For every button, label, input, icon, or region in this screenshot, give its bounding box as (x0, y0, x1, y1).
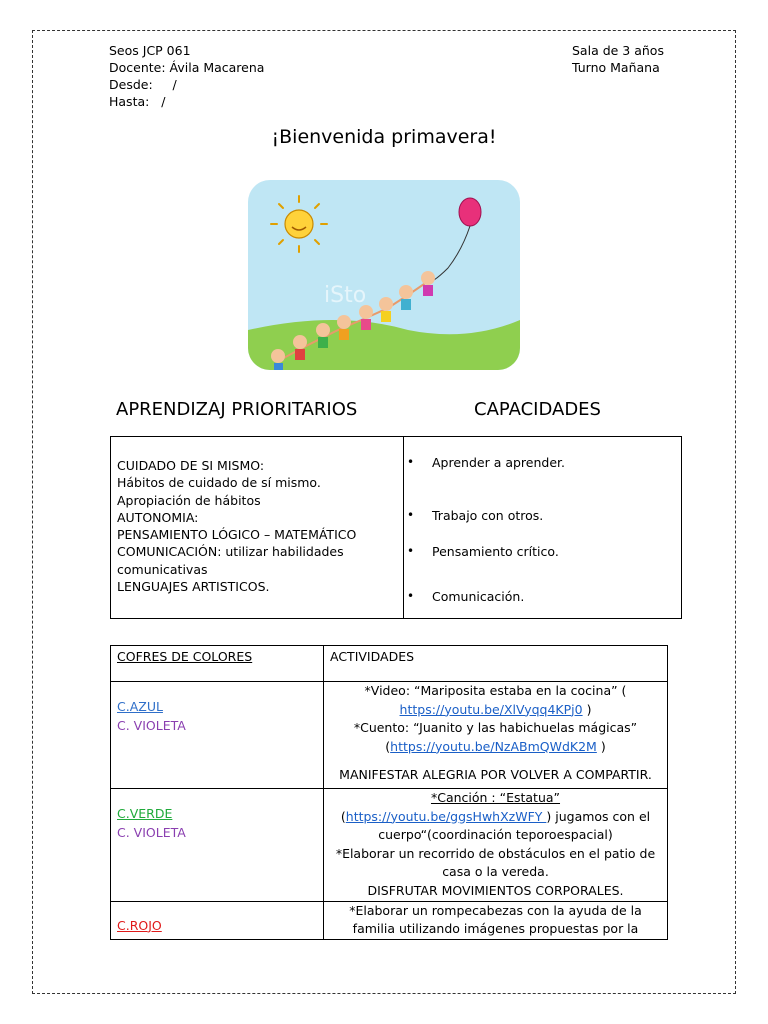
room-label: Sala de 3 años (572, 43, 664, 58)
capacity-item (407, 589, 525, 604)
page-title: ¡Bienvenida primavera! (271, 126, 497, 148)
priorities-heading: APRENDIZAJ PRIORITARIOS (116, 399, 358, 420)
colors-cell (111, 789, 324, 902)
capacity-label: Pensamiento crítico. (432, 544, 559, 559)
capacity-label: Comunicación. (432, 589, 525, 604)
activity-line (328, 682, 663, 701)
table-row (111, 789, 668, 902)
capacities-heading: CAPACIDADES (474, 399, 601, 420)
bullet-icon: • (407, 589, 415, 603)
youtube-link[interactable]: https://youtu.be/XlVyqq4KPj0 (399, 701, 583, 717)
column-header-cofres: COFRES DE COLORES (117, 649, 253, 664)
activity-line: cuerpo“(coordinación teporoespacial) (378, 827, 613, 843)
priority-item: CUIDADO DE SI MISMO: (117, 458, 265, 473)
priority-item: Hábitos de cuidado de sí mismo. (117, 475, 321, 491)
activities-cell (324, 682, 668, 789)
table-row (111, 682, 668, 789)
priority-item: PENSAMIENTO LÓGICO – MATEMÁTICO (117, 527, 357, 543)
activity-line: *Cuento: “Juanito y las habichuelas mágicas” (353, 720, 638, 736)
activities-cell (324, 789, 668, 902)
header-cell (324, 646, 668, 682)
bullet-icon: • (407, 544, 415, 558)
teacher-line: Docente: Ávila Macarena (109, 60, 265, 75)
activity-line (328, 808, 663, 827)
activity-line (328, 738, 663, 757)
priority-item: COMUNICACIÓN: utilizar habilidades comunicativas (117, 544, 344, 577)
color-verde-link[interactable]: C.VERDE (117, 806, 173, 821)
color-rojo-link[interactable]: C.ROJO (117, 917, 162, 933)
priority-item: LENGUAJES ARTISTICOS. (117, 579, 270, 595)
capacity-label: Trabajo con otros. (432, 508, 544, 523)
activity-text: ( (385, 738, 391, 754)
activity-goal: MANIFESTAR ALEGRIA POR VOLVER A COMPARTIR. (339, 767, 652, 783)
activity-text: ) jugamos con el (546, 808, 651, 824)
activity-text: ) (596, 738, 606, 754)
colors-cell (111, 682, 324, 789)
table-row (111, 901, 668, 939)
table-header-row (111, 646, 668, 682)
activity-line: *Elaborar un recorrido de obstáculos en el patio de (335, 845, 656, 861)
priorities-cell (111, 437, 404, 619)
header-cell (111, 646, 324, 682)
color-violeta-label: C. VIOLETA (117, 717, 186, 733)
activity-text: ) (582, 701, 592, 717)
watermark-text: iSto (324, 283, 367, 308)
activity-text: *Video: “Mariposita estaba en la cocina” ( (364, 683, 627, 698)
activity-line: *Canción : “Estatua” (430, 790, 561, 805)
activities-table (110, 645, 668, 940)
header-info-left (109, 42, 264, 110)
spring-children-illustration (248, 180, 520, 370)
activity-goal: DISFRUTAR MOVIMIENTOS CORPORALES. (367, 882, 624, 898)
colors-cell (111, 901, 324, 939)
youtube-link[interactable]: https://youtu.be/ggsHwhXzWFY (345, 808, 547, 824)
column-header-actividades: ACTIVIDADES (330, 649, 415, 664)
capacity-item (407, 455, 565, 470)
date-to-line: Hasta: / (109, 94, 166, 109)
priority-item: Apropiación de hábitos (117, 492, 261, 508)
activity-line: familia utilizando imágenes propuestas por la (352, 921, 639, 937)
color-violeta-label: C. VIOLETA (117, 824, 186, 840)
capacity-item (407, 544, 559, 559)
activity-line: casa o la vereda. (442, 864, 549, 880)
youtube-link[interactable]: https://youtu.be/NzABmQWdK2M (390, 738, 597, 754)
priorities-capacities-table (110, 436, 682, 619)
activity-line (328, 701, 663, 720)
bullet-icon: • (407, 455, 415, 469)
activity-line: *Elaborar un rompecabezas con la ayuda de la (349, 902, 642, 918)
activity-text: ( (340, 808, 346, 824)
bullet-icon: • (407, 508, 415, 522)
date-from-line: Desde: / (109, 77, 177, 92)
header-info-right (572, 42, 664, 76)
activities-cell (324, 901, 668, 939)
capacities-cell (404, 437, 682, 619)
capacity-label: Aprender a aprender. (432, 455, 565, 470)
school-code: Seos JCP 061 (109, 43, 191, 58)
shift-label: Turno Mañana (572, 60, 660, 75)
capacity-item (407, 508, 544, 523)
color-azul-link[interactable]: C.AZUL (117, 699, 163, 714)
priority-item: AUTONOMIA: (117, 509, 199, 525)
